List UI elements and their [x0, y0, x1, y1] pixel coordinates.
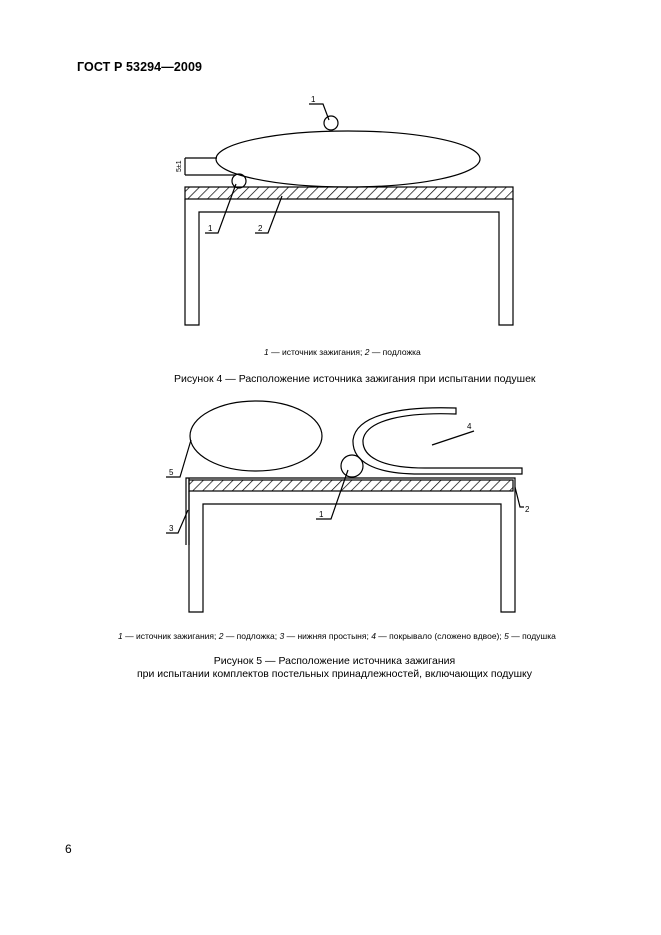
substrate-hatched-fig5 [189, 480, 513, 491]
folded-cover [353, 408, 522, 474]
table-frame-fig5 [189, 480, 515, 612]
fig5-label-substrate: 2 [525, 505, 530, 514]
legend-text: — покрывало (сложено вдвое); [375, 631, 505, 641]
page-number: 6 [65, 842, 72, 856]
figure-5-caption-line2: при испытании комплектов постельных принадлежностей, включающих подушку [137, 668, 532, 680]
pillow-ellipse [216, 131, 480, 187]
legend-num: 2 [364, 347, 370, 357]
ignition-source-icon [341, 455, 363, 477]
pillow-ellipse-fig5 [190, 401, 322, 471]
legend-num: 1 [264, 347, 269, 357]
legend-text: — подложка; [223, 631, 280, 641]
figure-4-legend [264, 347, 421, 357]
fig5-label-sheet: 3 [169, 524, 174, 533]
legend-num: 1 [118, 631, 123, 641]
legend-text: — источник зажигания; [122, 631, 219, 641]
legend-text: — подушка [508, 631, 556, 641]
document-header: ГОСТ Р 53294—2009 [77, 60, 203, 74]
legend-text: — нижняя простыня; [284, 631, 372, 641]
fig5-label-cover: 4 [467, 422, 472, 431]
figure-4-caption: Рисунок 4 — Расположение источника зажигания при испытании подушек [174, 373, 536, 385]
fig4-label-substrate: 2 [258, 224, 263, 233]
fig5-label-source: 1 [319, 510, 324, 519]
legend-text: — подложка [369, 347, 421, 357]
legend-text: — источник зажигания; [268, 347, 365, 357]
fig5-label-pillow: 5 [169, 468, 174, 477]
fig4-label-bottom-source: 1 [208, 224, 213, 233]
ignition-source-bottom-icon [232, 174, 246, 188]
figure-5-caption-line1: Рисунок 5 — Расположение источника зажигания [213, 655, 456, 667]
figure-5-legend [118, 631, 556, 641]
legend-num: 4 [371, 631, 376, 641]
ignition-source-top-icon [324, 116, 338, 130]
fig4-label-top-source: 1 [311, 95, 316, 104]
figure-5-caption [0, 655, 661, 681]
legend-num: 3 [279, 631, 285, 641]
legend-num: 5 [504, 631, 509, 641]
legend-num: 2 [218, 631, 224, 641]
fig4-dimension-label: 5±1 [176, 160, 183, 172]
table-frame [185, 199, 513, 325]
